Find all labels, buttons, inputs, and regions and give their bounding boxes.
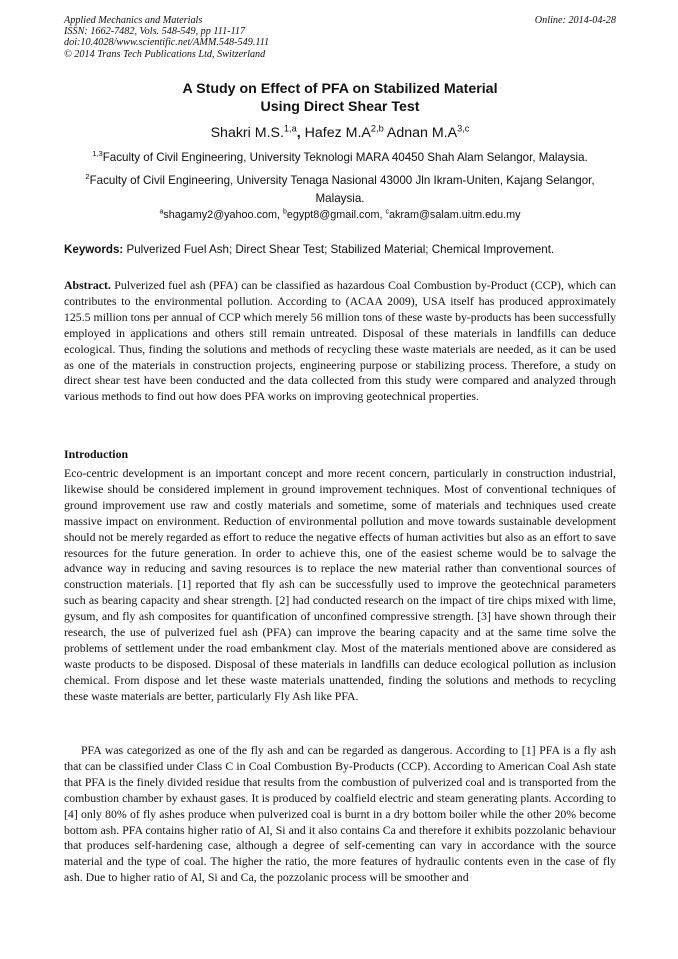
email-1: shagamy2@yahoo.com, — [163, 209, 283, 221]
email-2-sup: b — [282, 208, 287, 216]
keywords-text: Pulverized Fuel Ash; Direct Shear Test; Stabilized Material; Chemical Improvement. — [123, 243, 555, 256]
keywords-label: Keywords: — [64, 243, 124, 256]
abstract-label: Abstract. — [64, 278, 111, 292]
abstract-text: Pulverized fuel ash (PFA) can be classified as hazardous Coal Combustion by-Product (CCP), which can contributes to the environmental pollution. According to (ACAA 2009), USA itself has produced approximately 125.5 million tons per annual of CCP which merely 56 million tons of these waste by-products has been successfully employed in applications and others still remain untreated. Disposal of these materials in landfills can deduce ecological. Thus, finding the solutions and methods of recycling these waste materials are needed, as it can be used as one of the materials in construction projects, engineering purpose or stabilizing process. Therefore, a study on direct shear test have been conducted and the data collected from this study were compared and analyzed through various methods to find out how does PFA works on improving geotechnical properties. — [64, 278, 616, 404]
author-emails — [64, 207, 616, 223]
keywords — [64, 242, 616, 258]
title-line-1: A Study on Effect of PFA on Stabilized Material — [182, 81, 498, 97]
author-1-name: Shakri M.S. — [210, 125, 284, 141]
introduction-paragraph-1: Eco-centric development is an important concept and more recent concern, particularly in construction industrial, likewise should be considered implement in ground improvement techniques. Most of conventional techniques of ground improvement use raw and costly materials and sometime, some of materials and techniques used create massive impact on environment. Reduction of environmental pollution and move towards sustainable development should not be merely regarded as effort to reduce the negative effects of human activities but also as an effort to save resources for the future generation. In order to achieve this, one of the easiest scheme would be to salvage the advance way in reducing and saving resources is to replace the new material rather than conventional sources of construction materials. [1] reported that fly ash can be successfully used to improve the geotechnical parameters such as bearing capacity and shear strength. [2] had conducted research on the impact of tire chips mixed with lime, gysum, and fly ash composites for quantification of unconfined compressive strength. [3] have shown through their research, the use of pulverized fuel ash (PFA) can improve the bearing capacity and at the same time solve the problems of settlement under the road embankment clay. Most of the materials mentioned above are considered as waste products to be disposed. Disposal of these materials in landfills can deduce ecological pollution as inclusion chemical. From dispose and let these waste materials unattended, finding the solutions and methods to recycling these waste materials are better, particularly Fly Ash like PFA. — [64, 466, 616, 703]
doi-line: doi:10.4028/www.scientific.net/AMM.548-549.111 — [64, 37, 270, 49]
author-2-sup: 2,b — [370, 123, 384, 134]
copyright-line: © 2014 Trans Tech Publications Ltd, Switzerland — [64, 48, 266, 60]
affiliation-2 — [60, 172, 620, 208]
affiliation-1-sup: 1,3 — [92, 149, 103, 159]
affiliation-2-sup: 2 — [85, 172, 90, 182]
introduction-paragraph-2: PFA was categorized as one of the fly ash and can be regarded as dangerous. According to [1] PFA is a fly ash that can be classified under Class C in Coal Combustion By-Products (CCP). According to American Coal Ash state that PFA is the finely divided residue that results from the combustion of pulverized coal and is transported from the combustion chamber by exhaust gases. It is produced by coalfield electric and steam generating plants. According to [4] only 80% of fly ashes produce when pulverized coal is burnt in a dry bottom boiler while the other 20% become bottom ash. PFA contains higher ratio of Al, Si and it also contains Ca and therefore it exhibits pozzolanic behaviour that produces self-hardening case, although a degree of self-cementing can vary in accordance with the source material and the type of coal. The higher the ratio, the more features of hydraulic contents even in the case of fly ash. Due to higher ratio of Al, Si and Ca, the pozzolanic process will be smoother and — [64, 743, 616, 885]
issn-line: ISSN: 1662-7482, Vols. 548-549, pp 111-117 — [64, 26, 246, 38]
abstract — [64, 278, 616, 405]
online-date: Online: 2014-04-28 — [534, 15, 616, 26]
affiliation-2-text: Faculty of Civil Engineering, University Tenaga Nasional 43000 Jln Ikram-Uniten, Kajang Selangor, Malaysia. — [89, 174, 595, 205]
title-line-2: Using Direct Shear Test — [260, 99, 420, 115]
journal-header — [64, 15, 616, 60]
author-2-name: Hafez M.A — [304, 125, 371, 141]
author-3-sup: 3,c — [457, 123, 470, 134]
email-2: egypt8@gmail.com, — [286, 209, 386, 221]
email-3: akram@salam.uitm.edu.my — [388, 209, 521, 221]
author-list: Shakri M.S.$^{1,a}$, Hafez $M.A^{2,b}$ Adnan $M.A^{3,c}$ — [210, 123, 470, 141]
email-1-sup: a — [159, 208, 164, 216]
author-1-sup: 1,a — [283, 123, 297, 134]
author-3-name: Adnan M.A — [386, 125, 458, 141]
section-heading-introduction: Introduction — [64, 447, 129, 461]
paper-title — [64, 80, 616, 116]
email-3-sup: c — [385, 208, 389, 216]
affiliation-1 — [64, 149, 616, 167]
journal-name: Applied Mechanics and Materials — [64, 15, 203, 26]
affiliation-1-text: Faculty of Civil Engineering, University Teknologi MARA 40450 Shah Alam Selangor, Malaysia. — [102, 151, 588, 164]
